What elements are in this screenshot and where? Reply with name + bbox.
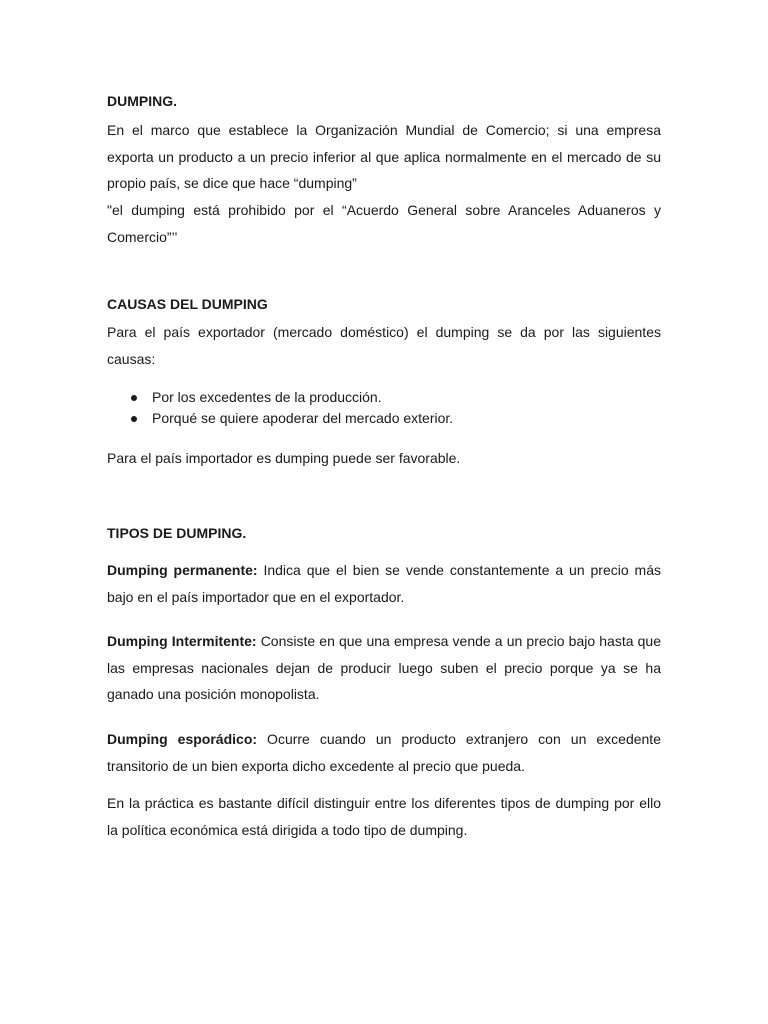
bullet-text: Porqué se quiere apoderar del mercado exterior. <box>152 410 454 426</box>
dumping-quote-paragraph: "el dumping está prohibido por el “Acuerdo General sobre Aranceles Aduaneros y Comercio”’’ <box>107 202 661 245</box>
dumping-definition-paragraph: En el marco que establece la Organización Mundial de Comercio; si una empresa exporta un producto a un precio inferior al que aplica normalmente en el mercado de su propio país, se dice que hace “dumping” <box>107 122 661 191</box>
causas-intro-paragraph: Para el país exportador (mercado doméstico) el dumping se da por las siguientes causas: <box>107 324 661 367</box>
tipos-conclusion-paragraph: En la práctica es bastante difícil distinguir entre los diferentes tipos de dumping por ello la política económica está dirigida a todo tipo de dumping. <box>107 795 661 838</box>
causas-bullet-list <box>107 387 661 429</box>
causas-closing-paragraph: Para el país importador es dumping puede ser favorable. <box>107 450 461 466</box>
tipo-permanente-paragraph <box>107 557 661 610</box>
tipo-permanente-label: Dumping permanente: <box>107 562 258 578</box>
bullet-icon <box>131 395 137 401</box>
section-title-tipos: TIPOS DE DUMPING. <box>107 525 247 541</box>
tipo-esporadico-label: Dumping esporádico: <box>107 731 258 747</box>
tipo-intermitente-paragraph <box>107 628 661 708</box>
bullet-icon <box>131 416 137 422</box>
tipo-intermitente-text: Consiste en que una empresa vende a un precio bajo hasta que las empresas nacionales dejan de producir luego suben el precio porque ya se ha ganado una posición monopolista. <box>107 633 661 702</box>
tipo-esporadico-paragraph <box>107 726 661 779</box>
tipo-esporadico-text: Ocurre cuando un producto extranjero con un excedente transitorio de un bien exporta dicho excedente al precio que pueda. <box>107 731 661 774</box>
tipo-permanente-text: Indica que el bien se vende constantemente a un precio más bajo en el país importador que en el exportador. <box>107 562 661 605</box>
list-item <box>107 408 661 429</box>
tipo-intermitente-label: Dumping Intermitente: <box>107 633 257 649</box>
list-item <box>107 387 661 408</box>
section-title-dumping: DUMPING. <box>107 93 177 109</box>
bullet-text: Por los excedentes de la producción. <box>152 389 382 405</box>
section-title-causas: CAUSAS DEL DUMPING <box>107 296 268 312</box>
